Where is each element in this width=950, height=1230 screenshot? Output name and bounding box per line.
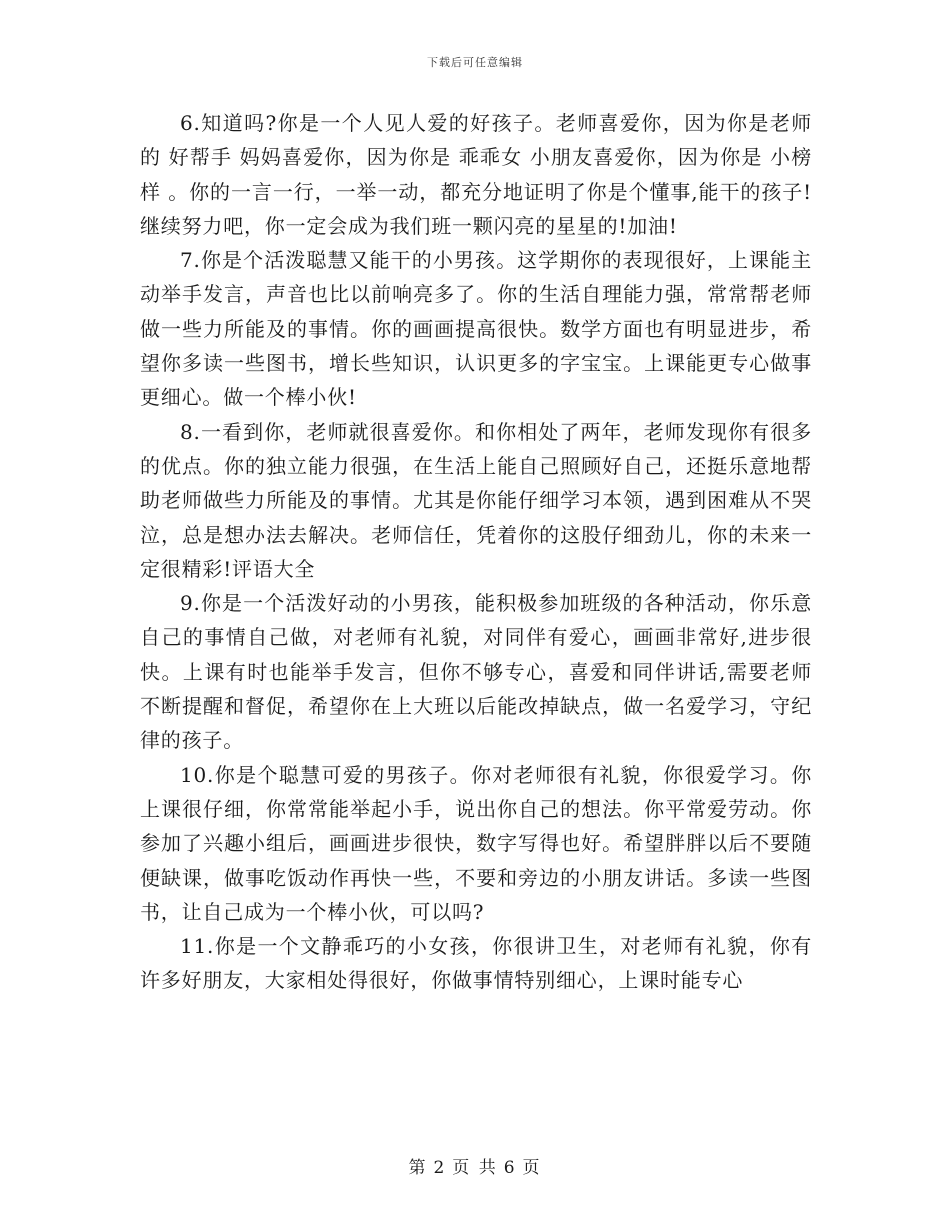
comment-paragraph-7: 7.你是个活泼聪慧又能干的小男孩。这学期你的表现很好，上课能主动举手发言，声音也比以前响亮多了。你的生活自理能力强，常常帮老师做一些力所能及的事情。你的画画提高很快。数学方面也有明显进步，希望你多读一些图书，增长些知识，认识更多的字宝宝。上课能更专心做事更细心。做一个棒小伙!	[140, 248, 812, 410]
footer-prefix: 第	[408, 1158, 428, 1178]
comment-paragraph-6: 6.知道吗?你是一个人见人爱的好孩子。老师喜爱你，因为你是老师的 好帮手 妈妈喜爱你，因为你是 乖乖女 小朋友喜爱你，因为你是 小榜样 。你的一言一行，一举一动，都充分地证明了你是个懂事,能干的孩子!继续努力吧，你一定会成为我们班一颗闪亮的星星的!加油!	[140, 111, 812, 238]
comment-paragraph-10: 10.你是个聪慧可爱的男孩子。你对老师很有礼貌，你很爱学习。你上课很仔细，你常常能举起小手，说出你自己的想法。你平常爱劳动。你参加了兴趣小组后，画画进步很快，数字写得也好。希望胖胖以后不要随便缺课，做事吃饭动作再快一些，不要和旁边的小朋友讲话。多读一些图书，让自己成为一个棒小伙，可以吗?	[140, 762, 812, 924]
page-footer	[0, 1153, 950, 1178]
comment-paragraph-8: 8.一看到你，老师就很喜爱你。和你相处了两年，老师发现你有很多的优点。你的独立能力很强，在生活上能自己照顾好自己，还挺乐意地帮助老师做些力所能及的事情。尤其是你能仔细学习本领，遇到困难从不哭泣，总是想办法去解决。老师信任，凭着你的这股仔细劲儿，你的未来一定很精彩!评语大全	[140, 419, 812, 581]
footer-mid: 页 共	[452, 1158, 498, 1178]
comment-paragraph-9: 9.你是一个活泼好动的小男孩，能积极参加班级的各种活动，你乐意自己的事情自己做，对老师有礼貌，对同伴有爱心，画画非常好,进步很快。上课有时也能举手发言，但你不够专心，喜爱和同伴讲话,需要老师不断提醒和督促，希望你在上大班以后能改掉缺点，做一名爱学习，守纪律的孩子。	[140, 591, 812, 753]
footer-suffix: 页	[522, 1158, 542, 1178]
footer-total-pages: 6	[503, 1158, 517, 1178]
document-body	[140, 106, 812, 998]
page-header: 下载后可任意编辑	[427, 56, 523, 69]
comment-paragraph-11: 11.你是一个文静乖巧的小女孩，你很讲卫生，对老师有礼貌，你有许多好朋友，大家相处得很好，你做事情特别细心，上课时能专心	[140, 934, 812, 993]
footer-page-number: 2	[433, 1158, 447, 1178]
